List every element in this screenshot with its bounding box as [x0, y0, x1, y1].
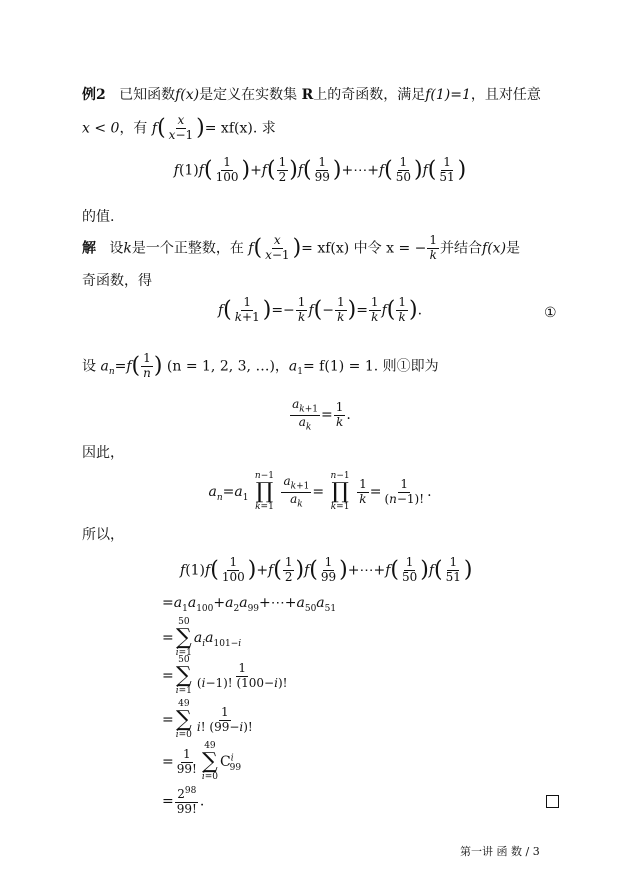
problem-tail: 的值. — [82, 209, 115, 225]
therefore-label: 因此， — [82, 445, 124, 461]
product-equation: $a_n=a_1$ n−1 ∏ k=1 $\frac{a_{k+1}}{a_k}$ = n−1 ∏ k=1 $\frac{1}{k}$ = $\frac{1}{(n-1)!}$ . — [208, 471, 432, 512]
sum-line-3: = 50 ∑ i=1 $\frac{1}{(i-1)! (100-i)!}$ — [162, 655, 288, 696]
sum-line-4: = 49 ∑ i=0 $\frac{1}{i! (99-i)!}$ — [162, 699, 253, 740]
problem-line-1: 例2 已知函数f(x)是定义在实数集 R上的奇函数，满足f(1)=1，且对任意 — [82, 87, 541, 103]
qed-square-icon — [546, 795, 559, 808]
sum-line-1: $=a_1a_{100}+a_2a_{99}+\cdots+a_{50}a_{51}$ — [162, 595, 337, 614]
so-label: 所以， — [82, 527, 124, 543]
ratio-equation: $\frac{a_{k+1}}{a_k}$ = $\frac{1}{k}$ . — [292, 397, 351, 433]
equation-1: f( $\frac{1}{k+1}$ )=− $\frac{1}{k}$ f(− $\frac{1}{k}$ )= $\frac{1}{k}$ f( $\frac{1}{k}$ ). — [217, 295, 423, 324]
solution-line-2: 奇函数，得 — [82, 273, 152, 289]
solution-line-3: 设 $a_n=f$( $\frac{1}{n}$ ) (n = 1, 2, 3, …)，$a_1= f(1) = 1$. 则①即为 — [82, 351, 439, 380]
solution-line-1: 解 设k是一个正整数，在 f( $\frac{x}{x-1}$ )= xf(x) 中令 x = − $\frac{1}{k}$ 并结合f(x)是 — [82, 233, 521, 262]
problem-line-2: x < 0，有 f( $\frac{x}{x-1}$ )= xf(x). 求 — [82, 113, 276, 142]
problem-sum-expression: f(1)f( $\frac{1}{100}$ )+f( $\frac{1}{2}$ )f( $\frac{1}{99}$ )+⋯+f( $\frac{1}{50}$ )f( $\frac{1}{51}$ ) — [173, 155, 467, 184]
sum-line-2: = 50 ∑ i=1 $a_ia_{101-i}$ — [162, 617, 242, 658]
sum-line-6: = $\frac{2^{98}}{99!}$ . — [162, 786, 205, 816]
sum-line-5: = $\frac{1}{99!}$ 49 ∑ i=0 $C^i_{99}$ — [162, 741, 242, 782]
solution-label: 解 — [82, 240, 96, 257]
sum-line-0: f(1)f( $\frac{1}{100}$ )+f( $\frac{1}{2}$ )f( $\frac{1}{99}$ )+⋯+f( $\frac{1}{50}$ )f( $\frac{1}{51}$ ) — [180, 555, 473, 584]
page-footer: 第一讲 函 数 / 3 — [460, 845, 540, 858]
example-label: 例2 — [82, 87, 106, 103]
equation-number: ① — [544, 305, 557, 321]
